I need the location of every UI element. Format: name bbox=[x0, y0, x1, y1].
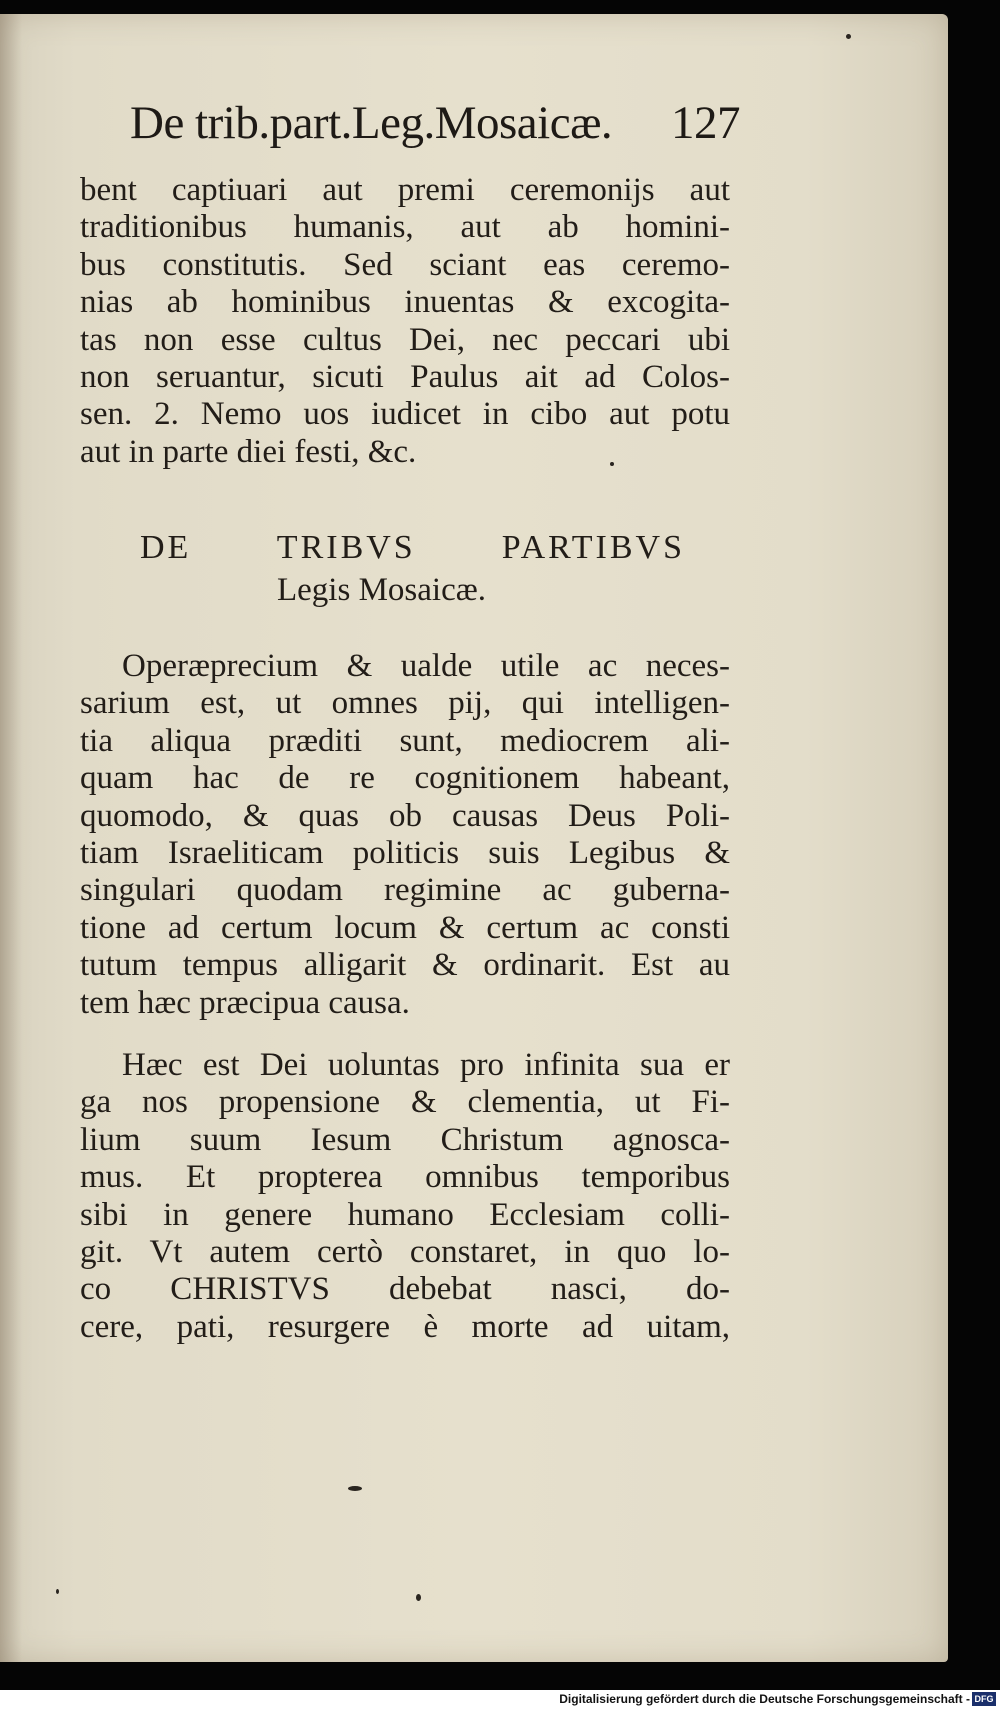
text-line: git. Vt autem certò constaret, in quo lo- bbox=[80, 1233, 730, 1270]
text-line: bent captiuari aut premi ceremonijs aut bbox=[80, 172, 730, 208]
section-heading: DE TRIBVS PARTIBVS bbox=[140, 529, 685, 566]
ink-speck bbox=[56, 1589, 59, 1594]
text-line: lium suum Iesum Christum agnosca- bbox=[80, 1121, 730, 1158]
text-line: non seruantur, sicuti Paulus ait ad Colos- bbox=[80, 358, 730, 395]
text-line: sibi in genere humano Ecclesiam colli- bbox=[80, 1196, 730, 1233]
text-line: tiam Israeliticam politicis suis Legibus & bbox=[80, 834, 730, 871]
text-line: cere, pati, resurgere è morte ad uitam, bbox=[80, 1308, 730, 1345]
text-line: sarium est, ut omnes pij, qui intelligen- bbox=[80, 685, 730, 722]
text-line: bus constitutis. Sed sciant eas ceremo- bbox=[80, 246, 730, 283]
section-subheading: Legis Mosaicæ. bbox=[277, 572, 486, 608]
ink-speck bbox=[348, 1486, 362, 1491]
funding-credit: Digitalisierung gefördert durch die Deutsche Forschungsgemeinschaft - bbox=[559, 1692, 970, 1706]
text-line: Hæc est Dei uoluntas pro infinita sua er bbox=[122, 1047, 730, 1083]
running-head bbox=[130, 96, 740, 150]
digitization-footer bbox=[0, 1690, 1000, 1710]
running-head-title: De trib.part.Leg.Mosaicæ. bbox=[130, 97, 613, 149]
page-number: 127 bbox=[671, 97, 740, 149]
text-line: tas non esse cultus Dei, nec peccari ubi bbox=[80, 321, 730, 358]
passage-1 bbox=[80, 172, 730, 471]
text-line: Operæprecium & ualde utile ac neces- bbox=[122, 648, 730, 684]
passage-2 bbox=[80, 648, 730, 1022]
text-line: aut in parte diei festi, &c. bbox=[80, 433, 417, 470]
text-line: tem hæc præcipua causa. bbox=[80, 984, 410, 1021]
text-line: ga nos propensione & clementia, ut Fi- bbox=[80, 1084, 730, 1121]
text-line: traditionibus humanis, aut ab homini- bbox=[80, 209, 730, 246]
ink-speck bbox=[846, 34, 851, 39]
book-page bbox=[0, 14, 948, 1662]
dfg-logo: DFG bbox=[972, 1692, 996, 1706]
passage-3 bbox=[80, 1047, 730, 1346]
text-line: mus. Et propterea omnibus temporibus bbox=[80, 1159, 730, 1196]
text-line: tia aliqua præditi sunt, mediocrem ali- bbox=[80, 722, 730, 759]
text-line: quomodo, & quas ob causas Deus Poli- bbox=[80, 797, 730, 834]
text-line: tione ad certum locum & certum ac consti bbox=[80, 909, 730, 946]
text-line: singulari quodam regimine ac guberna- bbox=[80, 872, 730, 909]
text-line: sen. 2. Nemo uos iudicet in cibo aut potu bbox=[80, 396, 730, 433]
text-line: tutum tempus alligarit & ordinarit. Est au bbox=[80, 947, 730, 984]
text-line: co CHRISTVS debebat nasci, do- bbox=[80, 1271, 730, 1308]
text-line: quam hac de re cognitionem habeant, bbox=[80, 760, 730, 797]
ink-speck bbox=[416, 1594, 421, 1601]
text-line: nias ab hominibus inuentas & excogita- bbox=[80, 284, 730, 321]
ink-speck bbox=[610, 462, 614, 466]
